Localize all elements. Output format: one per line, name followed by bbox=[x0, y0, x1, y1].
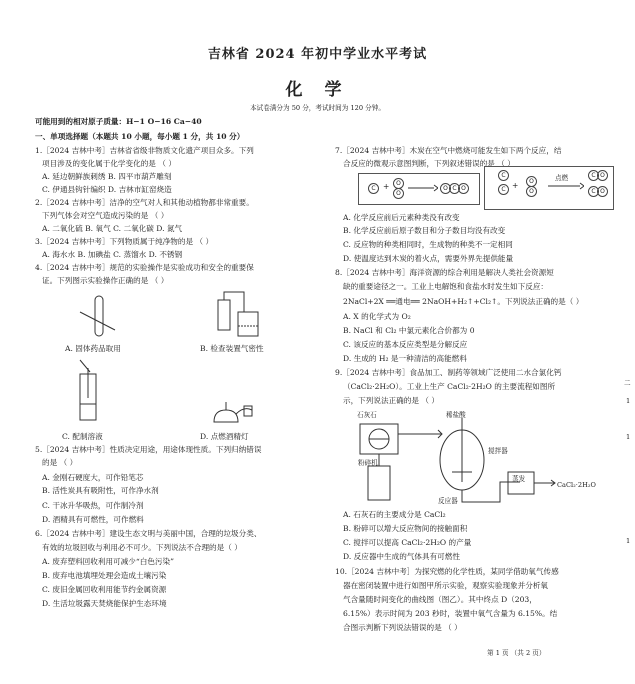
oxygen-atom: O bbox=[597, 186, 608, 197]
q6-line1: 6.［2024 吉林中考］建设生态文明与美丽中国，合理的垃圾分类、 bbox=[35, 529, 262, 538]
q9-option-b: B. 粉碎可以增大反应物间的接触面积 bbox=[343, 524, 468, 533]
q5-option-a: A. 金刚石硬度大，可作铅笔芯 bbox=[42, 473, 144, 482]
q10-line1: 10.［2024 吉林中考］为探究燃的化学性质，某同学借助氧气传感 bbox=[335, 567, 559, 576]
q4-figure-d bbox=[200, 392, 260, 432]
q8-equation: 2NaCl+2X ══通电══ 2NaOH+H₂↑+Cl₂↑。下列说法正确的是（ ） bbox=[343, 297, 584, 306]
q8-line1: 8.［2024 吉林中考］海洋资源的综合利用是解决人类社会资源短 bbox=[335, 268, 554, 277]
q7-option-d: D. 使温度达到木炭的着火点，需要外界先提供能量 bbox=[343, 254, 514, 263]
q1-line1: 1.［2024 吉林中考］吉林省省级非物质文化遗产项目众多。下列 bbox=[35, 146, 254, 155]
q4-figure-c bbox=[66, 358, 116, 424]
q3-options: A. 海水水 B. 加碘盐 C. 蒸馏水 D. 不锈钢 bbox=[42, 250, 183, 259]
q8-option-a: A. X 的化学式为 O₂ bbox=[343, 312, 411, 321]
q3-line1: 3.［2024 吉林中考］下列物质属于纯净物的是 （ ） bbox=[35, 237, 214, 246]
q2-line2: 下列气体会对空气造成污染的是 （ ） bbox=[42, 211, 169, 220]
q9-line2: （CaCl₂·2H₂O）。工业上生产 CaCl₂·2H₂O 的主要流程如图所 bbox=[343, 382, 556, 391]
q4-option-a: A. 固体药品取用 bbox=[65, 344, 121, 353]
carbon-atom: C bbox=[588, 170, 599, 181]
plus-sign: + bbox=[512, 181, 519, 190]
q9-line1: 9.［2024 吉林中考］食品加工、制药等领域广泛使用二水合氯化钙 bbox=[335, 368, 562, 377]
q8-option-b: B. NaCl 和 Cl₂ 中氯元素化合价都为 0 bbox=[343, 326, 475, 335]
oxygen-atom: O bbox=[458, 183, 469, 194]
carbon-atom: C bbox=[498, 170, 509, 181]
exam-title: 吉林省 2024 年初中学业水平考试 bbox=[207, 47, 428, 62]
oxygen-atom: O bbox=[526, 176, 537, 187]
stirrer-label: 搅拌器 bbox=[488, 447, 508, 455]
q10-line3: 气含量随时间变化的曲线图（图乙）。其中终点 D（203， bbox=[343, 595, 537, 604]
oxygen-atom: O bbox=[526, 186, 537, 197]
q4-option-d: D. 点燃酒精灯 bbox=[200, 432, 249, 441]
q7-line1: 7.［2024 吉林中考］木炭在空气中燃烧可能发生如下两个反应，结 bbox=[335, 146, 562, 155]
edge-mark: 1 bbox=[626, 537, 631, 545]
acid-label: 稀盐酸 bbox=[446, 411, 466, 419]
carbon-atom: C bbox=[368, 183, 379, 194]
page-footer: 第 1 页 （共 2 页） bbox=[487, 649, 546, 657]
q5-line1: 5.［2024 吉林中考］性质决定用途，用途体现性质。下列归纳错误 bbox=[35, 445, 262, 454]
q2-line1: 2.［2024 吉林中考］洁净的空气对人和其他动植物都非常重要。 bbox=[35, 198, 254, 207]
oxygen-atom: O bbox=[597, 170, 608, 181]
q8-line2: 缺的重要途径之一。工业上电解饱和食盐水时发生如下反应： bbox=[343, 282, 549, 291]
edge-mark: 二 bbox=[624, 379, 631, 387]
q7-option-a: A. 化学反应前后元素种类没有改变 bbox=[343, 213, 460, 222]
q4-line1: 4.［2024 吉林中考］规范的实验操作是实验成功和安全的重要保 bbox=[35, 263, 254, 272]
q5-option-c: C. 干冰升华吸热，可作制冷剂 bbox=[42, 501, 144, 510]
q1-options-cd: C. 伊通县钩针编织 D. 吉林市缸窑烧造 bbox=[42, 185, 172, 194]
q1-line2: 项目涉及的变化属于化学变化的是 （ ） bbox=[42, 159, 176, 168]
oxygen-atom: O bbox=[393, 178, 404, 189]
reactor-label: 反应器 bbox=[438, 497, 458, 505]
q10-line2: 器在密闭装置中进行如图甲所示实验，观察实验现象并分析氧 bbox=[343, 581, 549, 590]
arrow-icon bbox=[548, 181, 584, 191]
evaporate-label: 蒸发 bbox=[512, 475, 526, 483]
section-heading: 一、单项选择题（本题共 10 小题，每小题 1 分，共 10 分） bbox=[35, 132, 245, 141]
subject-title: 化 学 bbox=[285, 80, 350, 100]
q8-option-c: C. 该反应的基本反应类型是分解反应 bbox=[343, 340, 468, 349]
q2-options: A. 二氧化硫 B. 氧气 C. 二氧化碳 D. 氮气 bbox=[42, 224, 183, 233]
q5-option-d: D. 酒精具有可燃性，可作燃料 bbox=[42, 515, 144, 524]
q9-option-c: C. 搅拌可以提高 CaCl₂·2H₂O 的产量 bbox=[343, 538, 472, 547]
carbon-atom: C bbox=[498, 184, 509, 195]
carbon-atom: C bbox=[449, 183, 460, 194]
q10-line5: 合图示判断下列说法错误的是 （ ） bbox=[343, 623, 462, 632]
limestone-label: 石灰石 bbox=[357, 411, 377, 419]
oxygen-atom: O bbox=[393, 188, 404, 199]
q1-options-ab: A. 延边朝鲜族刺绣 B. 四平市葫芦雕刻 bbox=[42, 172, 172, 181]
q6-option-a: A. 废弃塑料回收利用可减少“白色污染” bbox=[42, 557, 174, 566]
q6-option-d: D. 生活垃圾露天焚烧能保护生态环境 bbox=[42, 599, 167, 608]
reaction-condition: 点燃 bbox=[555, 174, 569, 182]
q6-option-c: C. 废旧金属回收利用能节约金属资源 bbox=[42, 585, 167, 594]
carbon-atom: C bbox=[588, 186, 599, 197]
q9-line3: 示，下列说法正确的是 （ ） bbox=[343, 396, 439, 405]
atomic-mass-line: 可能用到的相对原子质量：H−1 O−16 Ca−40 bbox=[35, 117, 202, 126]
q7-option-b: B. 化学反应前后原子数目和分子数目均没有改变 bbox=[343, 226, 506, 235]
q10-line4: 6.15%）表示时间为 203 秒时，装置中氧气含量为 6.15%。结 bbox=[343, 609, 558, 618]
q5-line2: 的是 （ ） bbox=[42, 458, 78, 467]
edge-mark: 1 bbox=[626, 433, 631, 441]
q9-option-d: D. 反应器中生成的气体具有可燃性 bbox=[343, 552, 460, 561]
oxygen-atom: O bbox=[440, 183, 451, 194]
q4-figure-b bbox=[210, 290, 280, 342]
exam-note: 本试卷满分为 50 分，考试时间为 120 分钟。 bbox=[250, 104, 385, 112]
q4-option-c: C. 配制溶液 bbox=[62, 432, 103, 441]
q7-option-c: C. 反应物的种类相同时，生成物的种类不一定相同 bbox=[343, 240, 513, 249]
q9-process-diagram bbox=[350, 410, 600, 510]
q4-line2: 证。下列图示实验操作正确的是 （ ） bbox=[42, 276, 169, 285]
q8-option-d: D. 生成的 H₂ 是一种清洁的高能燃料 bbox=[343, 354, 467, 363]
q6-option-b: B. 废弃电池填埋处理会造成土壤污染 bbox=[42, 571, 167, 580]
q6-line2: 有效的垃圾回收与利用必不可少。下列说法不合理的是（ ） bbox=[42, 543, 242, 552]
crusher-label: 粉碎机 bbox=[358, 459, 378, 467]
arrow-icon bbox=[408, 183, 438, 193]
q7-line2: 合反应的微观示意图判断，下列叙述错误的是 （ ） bbox=[343, 159, 515, 168]
q4-figure-a bbox=[70, 292, 140, 342]
q5-option-b: B. 活性炭具有吸附性，可作净水剂 bbox=[42, 486, 159, 495]
plus-sign: + bbox=[383, 182, 390, 191]
q4-option-b: B. 检查装置气密性 bbox=[200, 344, 264, 353]
product-label: CaCl₂·2H₂O bbox=[557, 481, 596, 489]
q9-option-a: A. 石灰石的主要成分是 CaCl₂ bbox=[343, 510, 446, 519]
edge-mark: 1 bbox=[626, 397, 631, 405]
